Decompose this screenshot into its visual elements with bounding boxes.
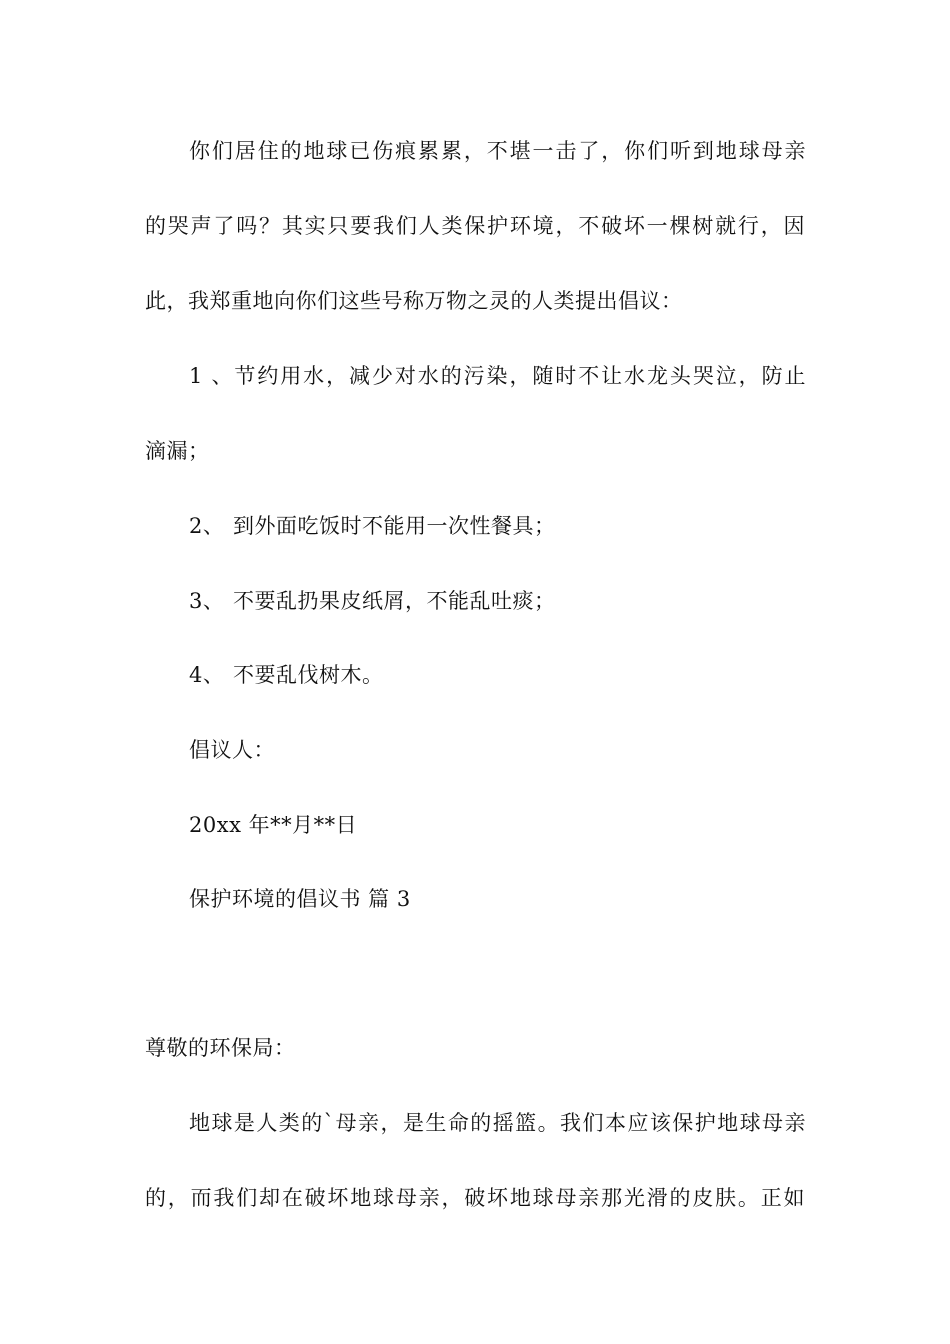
list-item-4-number: 4、: [189, 663, 225, 687]
signer-label: 倡议人：: [189, 738, 275, 762]
paragraph-2-line-1: 地球是人类的`母亲，是生命的摇篮。我们本应该保护地球母亲: [189, 1111, 806, 1135]
list-item-3-text: 不要乱扔果皮纸屑，不能乱吐痰；: [233, 589, 556, 613]
list-item-1: [189, 362, 806, 390]
list-item-1-continuation: 滴漏；: [145, 439, 210, 463]
list-item-1-number: 1、: [189, 364, 233, 388]
list-item-1-text: 节约用水，减少对水的污染，随时不让水龙头哭泣，防止: [233, 364, 806, 388]
section-title: 保护环境的倡议书 篇 3: [189, 887, 411, 911]
list-item-4-text: 不要乱伐树木。: [233, 663, 384, 687]
salutation: 尊敬的环保局：: [145, 1036, 296, 1060]
list-item-2: [189, 512, 556, 540]
list-item-2-text: 到外面吃饭时不能用一次性餐具；: [233, 514, 556, 538]
list-item-4: [189, 661, 384, 689]
date-line: 20xx 年**月**日: [189, 813, 358, 837]
list-item-3-number: 3、: [189, 589, 225, 613]
paragraph-2-line-2: 的，而我们却在破坏地球母亲，破坏地球母亲那光滑的皮肤。正如: [145, 1186, 805, 1210]
paragraph-1-line-1: 你们居住的地球已伤痕累累，不堪一击了，你们听到地球母亲: [189, 139, 806, 163]
list-item-2-number: 2、: [189, 514, 225, 538]
paragraph-1-line-2: 的哭声了吗？其实只要我们人类保护环境，不破坏一棵树就行，因: [145, 214, 805, 238]
list-item-3: [189, 587, 556, 615]
paragraph-1-line-3: 此，我郑重地向你们这些号称万物之灵的人类提出倡议：: [145, 289, 683, 313]
